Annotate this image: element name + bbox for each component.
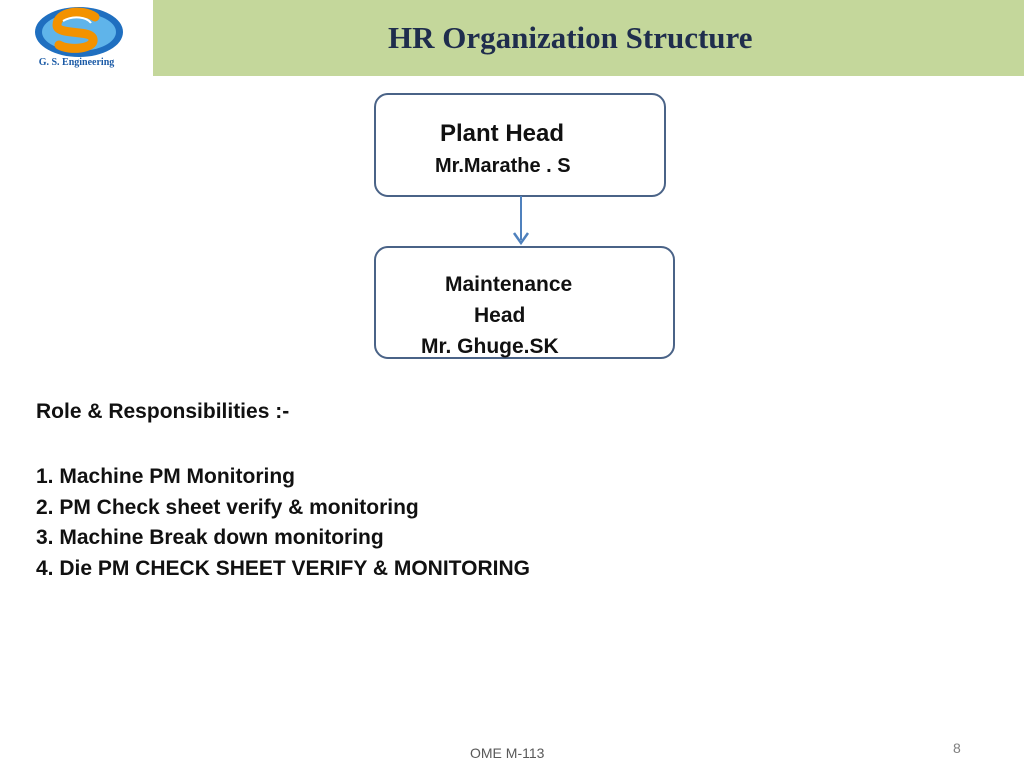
plant-head-name: Mr.Marathe . S bbox=[435, 155, 571, 177]
logo-company-name: G. S. Engineering bbox=[38, 57, 115, 68]
page-number: 8 bbox=[953, 740, 961, 756]
plant-head-role: Plant Head bbox=[440, 120, 565, 147]
gs-logo-icon bbox=[33, 5, 125, 59]
roles-heading: Role & Responsibilities :- bbox=[36, 400, 290, 423]
maintenance-head-role-line2: Head bbox=[474, 304, 526, 327]
role-item: 1. Machine PM Monitoring bbox=[36, 465, 296, 488]
footer-document-code: OME M-113 bbox=[470, 745, 545, 761]
roles-list bbox=[36, 462, 530, 584]
maintenance-head-role-line1: Maintenance bbox=[445, 273, 573, 296]
reporting-arrow-icon bbox=[511, 196, 531, 248]
role-item: 4. Die PM CHECK SHEET VERIFY & MONITORING bbox=[36, 556, 530, 580]
role-item: 2. PM Check sheet verify & monitoring bbox=[36, 495, 419, 519]
role-item: 3. Machine Break down monitoring bbox=[36, 526, 384, 549]
maintenance-head-name: Mr. Ghuge.SK bbox=[421, 335, 559, 358]
page-title: HR Organization Structure bbox=[388, 20, 753, 55]
company-logo bbox=[0, 0, 153, 76]
